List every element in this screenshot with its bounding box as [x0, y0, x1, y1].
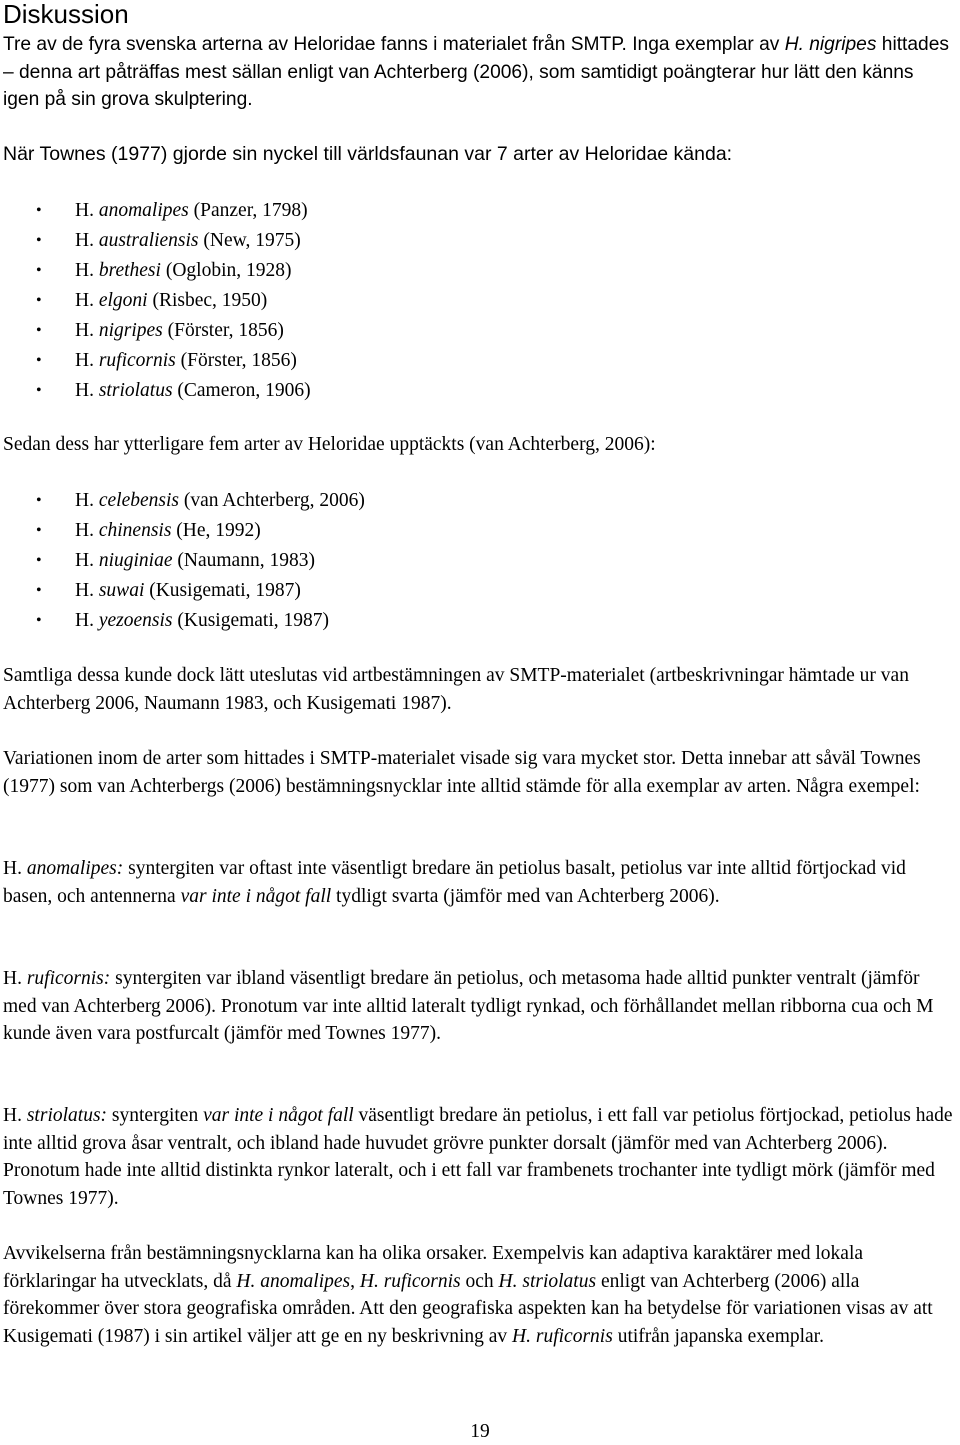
- intro-paragraph: [3, 31, 953, 114]
- bullet-icon: •: [36, 582, 42, 599]
- list-item: • H. elgoni (Risbec, 1950): [0, 286, 311, 316]
- species-striolatus: striolatus:: [26, 1105, 108, 1126]
- list-item: • H. australiensis (New, 1975): [0, 226, 311, 256]
- species-list-townes: [0, 196, 311, 406]
- section-heading: Diskussion: [3, 0, 129, 29]
- intro-text-2: hittades – denna art påträffas mest sällan enligt van Achterberg (2006), som samtidigt poängterar hur lätt den känns igen på sin grova skulptering.: [3, 34, 949, 110]
- paragraph-anomalipes: H. anomalipes: syntergiten var oftast inte väsentligt bredare än petiolus basalt, petiolus var inte alltid förtjockad vid basen, och antennerna var inte i något fall tydligt svarta (jämför med van Achterberg 2006).: [3, 858, 906, 907]
- paragraph-avvikelser: Avvikelserna från bestämningsnycklarna kan ha olika orsaker. Exempelvis kan adaptiva karaktärer med lokala förklaringar ha utvecklats, då H. anomalipes, H. ruficornis och H. striolatus enligt van Achterberg (2006) alla förekommer över stora geografiska områden. Att den geografiska aspekten kan ha betydelse för variationen visas av att Kusigemati (1987) i sin artikel väljer att ge en ny beskrivning av H. ruficornis utifrån japanska exemplar.: [3, 1243, 933, 1347]
- bullet-icon: •: [36, 552, 42, 569]
- since-intro: Sedan dess har ytterligare fem arter av Heloridae upptäckts (van Achterberg, 2006):: [3, 434, 656, 455]
- bullet-icon: •: [36, 292, 42, 309]
- list-item: • H. celebensis (van Achterberg, 2006): [0, 486, 365, 516]
- bullet-icon: •: [36, 492, 42, 509]
- list-item: • H. nigripes (Förster, 1856): [0, 316, 311, 346]
- list-item: • H. anomalipes (Panzer, 1798): [0, 196, 311, 226]
- paragraph-variation: Variationen inom de arter som hittades i SMTP-materialet visade sig vara mycket stor. Detta innebar att såväl Townes (1977) som van Achterbergs (2006) bestämningsnycklar inte alltid stämde för alla exemplar av arten. Några exempel:: [3, 748, 921, 797]
- bullet-icon: •: [36, 202, 42, 219]
- bullet-icon: •: [36, 382, 42, 399]
- paragraph-samtliga: Samtliga dessa kunde dock lätt uteslutas vid artbestämningen av SMTP-materialet (artbeskrivningar hämtade ur van Achterberg 2006, Naumann 1983, och Kusigemati 1987).: [3, 665, 909, 714]
- list-item: • H. niuginiae (Naumann, 1983): [0, 546, 365, 576]
- intro-text-1: Tre av de fyra svenska arterna av Heloridae fanns i materialet från SMTP. Inga exemplar av: [3, 34, 785, 55]
- list-item: • H. yezoensis (Kusigemati, 1987): [0, 606, 365, 636]
- list-item: • H. ruficornis (Förster, 1856): [0, 346, 311, 376]
- page-number: 19: [470, 1421, 490, 1442]
- list-item: • H. suwai (Kusigemati, 1987): [0, 576, 365, 606]
- species-anomalipes: anomalipes:: [26, 858, 124, 879]
- bullet-icon: •: [36, 232, 42, 249]
- paragraph-ruficornis: H. ruficornis: syntergiten var ibland väsentligt bredare än petiolus, och metasoma hade alltid punkter ventralt (jämför med van Achterberg 2006). Pronotum var inte alltid lateralt tydligt rynkad, och förhållandet mellan ribborna cua och M kunde även vara postfurcalt (jämför med Townes 1977).: [3, 968, 934, 1044]
- species-list-since: [0, 486, 365, 636]
- bullet-icon: •: [36, 262, 42, 279]
- intro-species-nigripes: H. nigripes: [784, 34, 877, 55]
- bullet-icon: •: [36, 522, 42, 539]
- species-ruficornis: ruficornis:: [26, 968, 111, 989]
- bullet-icon: •: [36, 612, 42, 629]
- list-item: • H. brethesi (Oglobin, 1928): [0, 256, 311, 286]
- list-item: • H. striolatus (Cameron, 1906): [0, 376, 311, 406]
- list-item: • H. chinensis (He, 1992): [0, 516, 365, 546]
- paragraph-striolatus: H. striolatus: syntergiten var inte i något fall väsentligt bredare än petiolus, i ett fall var petiolus förtjockad, petiolus hade inte alltid grova åsar ventralt, och ibland hade huvudet grövre punkter dorsalt (jämför med van Achterberg 2006). Pronotum hade inte alltid distinkta rynkor lateralt, och i ett fall var frambenets trochanter inte tydligt mörk (jämför med Townes 1977).: [3, 1105, 953, 1209]
- bullet-icon: •: [36, 352, 42, 369]
- bullet-icon: •: [36, 322, 42, 339]
- townes-intro: När Townes (1977) gjorde sin nyckel till världsfaunan var 7 arter av Heloridae kända:: [3, 143, 733, 165]
